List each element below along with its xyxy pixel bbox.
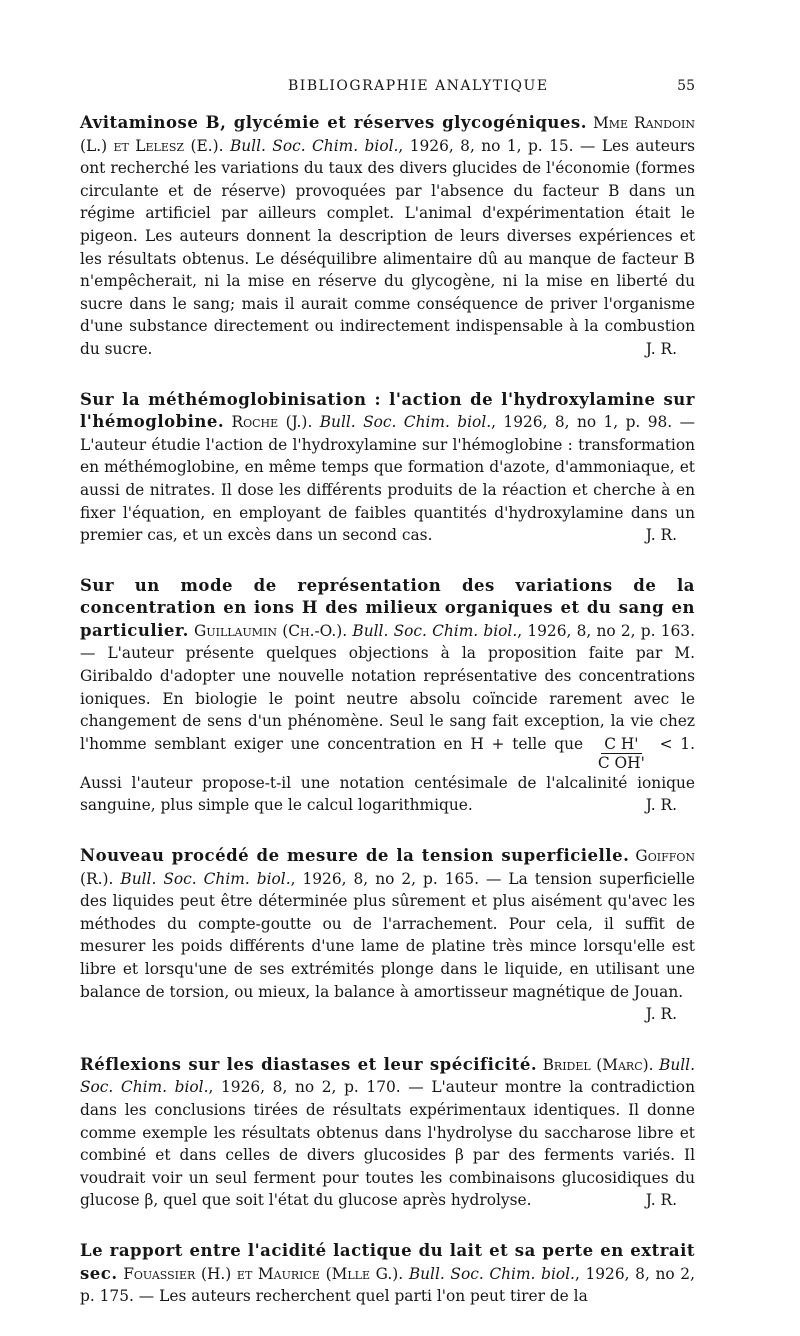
formula-fraction bbox=[595, 735, 648, 772]
journal-page bbox=[80, 78, 695, 1336]
formula-relation: < 1. bbox=[659, 734, 695, 753]
abstract-title: Réflexions sur les diastases et leur spécificité. bbox=[80, 1054, 538, 1074]
formula-text: telle que bbox=[512, 734, 584, 753]
abstract-body: Les auteurs recherchent quel parti l'on peut tirer de la bbox=[159, 1287, 588, 1306]
running-title: BIBLIOGRAPHIE ANALYTIQUE bbox=[288, 78, 549, 94]
journal-name: Bull. Soc. Chim. biol. bbox=[120, 869, 291, 888]
journal-name: Bull. Soc. Chim. biol. bbox=[319, 413, 492, 432]
abstract-body: L'auteur présente quelques objections à la proposition faite par M. Giribaldo d'adopter une nouvelle notation représentative des concentrations ioniques. En biologie le point neutre absolu coïncide rarement avec le changement de sens d'un phénomène. Seul le sang fait exception, la vie chez l'homme semblant exiger une concentration en H bbox=[80, 644, 695, 753]
abstract-title: Le rapport entre l'acidité lactique du lait et sa perte en extrait sec. bbox=[80, 1240, 695, 1283]
signature: J. R. bbox=[645, 796, 677, 815]
signature: J. R. bbox=[645, 526, 677, 545]
abstract-entry bbox=[80, 845, 695, 1026]
page-number: 55 bbox=[677, 78, 695, 94]
formula-plus: + bbox=[491, 734, 505, 753]
abstract-title: Sur un mode de représentation des variations de la concentration en ions H des milieux organiques et du sang en particulier. bbox=[80, 575, 695, 640]
citation-details: , 1926, 8, no 1, p. 98. — bbox=[491, 413, 695, 432]
abstract-authors: Mme Randoin (L.) et Lelesz (E.). bbox=[80, 114, 695, 155]
abstract-authors: Guillaumin (Ch.-O.). bbox=[194, 621, 348, 640]
journal-name: Bull. Soc. Chim. biol. bbox=[229, 136, 399, 155]
citation-details: , 1926, 8, no 2, p. 170. — bbox=[208, 1078, 424, 1097]
abstract-body-continued: Aussi l'auteur propose-t-il une notation centésimale de l'alcalinité ionique sanguine, plus simple que le calcul logarithmique. bbox=[80, 773, 695, 815]
abstract-title: Avitaminose B, glycémie et réserves glycogéniques. bbox=[80, 113, 587, 132]
citation-details: , 1926, 8, no 2, p. 163. — bbox=[80, 621, 695, 663]
abstract-entry bbox=[80, 389, 695, 547]
abstract-entry bbox=[80, 1240, 695, 1308]
abstract-authors: Fouassier (H.) et Maurice (Mlle G.). bbox=[123, 1264, 404, 1283]
signature: J. R. bbox=[645, 1191, 677, 1210]
abstract-authors: Roche (J.). bbox=[231, 413, 313, 432]
journal-name: Bull. Soc. Chim. biol. bbox=[352, 621, 518, 640]
abstract-body: La tension superficielle des liquides peut être déterminée plus sûrement et plus aisément qu'avec les méthodes du compte-goutte ou de l'arrachement. Pour cela, il suffit de mesurer les poids différents d'une lame de platine très mince lorsqu'elle est libre et lorsqu'une de ses extrémités plonge dans le liquide, en utilisant une balance de torsion, ou mieux, la balance à amortisseur magnétique de Jouan. bbox=[80, 869, 695, 1001]
journal-name: Bull. Soc. Chim. biol. bbox=[80, 1055, 695, 1097]
abstract-entry bbox=[80, 112, 695, 361]
abstract-entry bbox=[80, 575, 695, 817]
citation-details: , 1926, 8, no 2, p. 175. — bbox=[80, 1264, 695, 1306]
signature: J. R. bbox=[645, 1005, 677, 1024]
abstract-title: Sur la méthémoglobinisation : l'action de l'hydroxylamine sur l'hémoglobine. bbox=[80, 389, 695, 432]
abstract-body: L'auteur montre la contradiction dans les conclusions tirées de résultats expérimentaux identiques. Il donne comme exemple les résultats obtenus dans l'hydrolyse du saccharose libre et combiné et dans celles de divers glucosides β par des ferments variés. Il voudrait voir un seul ferment pour toutes les combinaisons glucosidiques du glucose β, quel que soit l'état du glucose après hydrolyse. bbox=[80, 1078, 695, 1210]
signature: J. R. bbox=[645, 339, 677, 358]
formula-numerator: C H' bbox=[601, 735, 641, 754]
abstract-authors: Bridel (Marc). bbox=[542, 1055, 654, 1074]
citation-details: , 1926, 8, no 1, p. 15. — bbox=[398, 136, 596, 155]
journal-name: Bull. Soc. Chim. biol. bbox=[408, 1264, 575, 1283]
abstract-entry bbox=[80, 1054, 695, 1212]
abstract-title: Nouveau procédé de mesure de la tension superficielle. bbox=[80, 846, 630, 866]
abstract-body: Les auteurs ont recherché les variations du taux des divers glucides de l'économie (formes circulante et de réserve) provoquées par l'absence du facteur B dans un régime artificiel par ailleurs complet. L'animal d'expérimentation était le pigeon. Les auteurs donnent la description de leurs diverses expériences et les résultats obtenus. Le déséquilibre alimentaire dû au manque de facteur B n'empêcherait, ni la mise en réserve du glycogène, ni la mise en liberté du sucre dans le sang; mais il aurait comme conséquence de priver l'organisme d'une substance directement ou indirectement indispensable à la combustion du sucre. bbox=[80, 136, 695, 358]
running-header bbox=[80, 78, 695, 94]
citation-details: , 1926, 8, no 2, p. 165. — bbox=[290, 869, 502, 888]
formula-denominator: C OH' bbox=[597, 753, 645, 772]
abstract-authors: Goiffon (R.). bbox=[80, 847, 695, 888]
abstract-body: L'auteur étudie l'action de l'hydroxylamine sur l'hémoglobine : transformation en méthémoglobine, en même temps que formation d'azote, d'ammoniaque, et aussi de nitrates. Il dose les différents produits de la réaction et cherche à en fixer l'équation, en employant de faibles quantités d'hydroxylamine dans un premier cas, et un excès dans un second cas. bbox=[80, 435, 695, 545]
